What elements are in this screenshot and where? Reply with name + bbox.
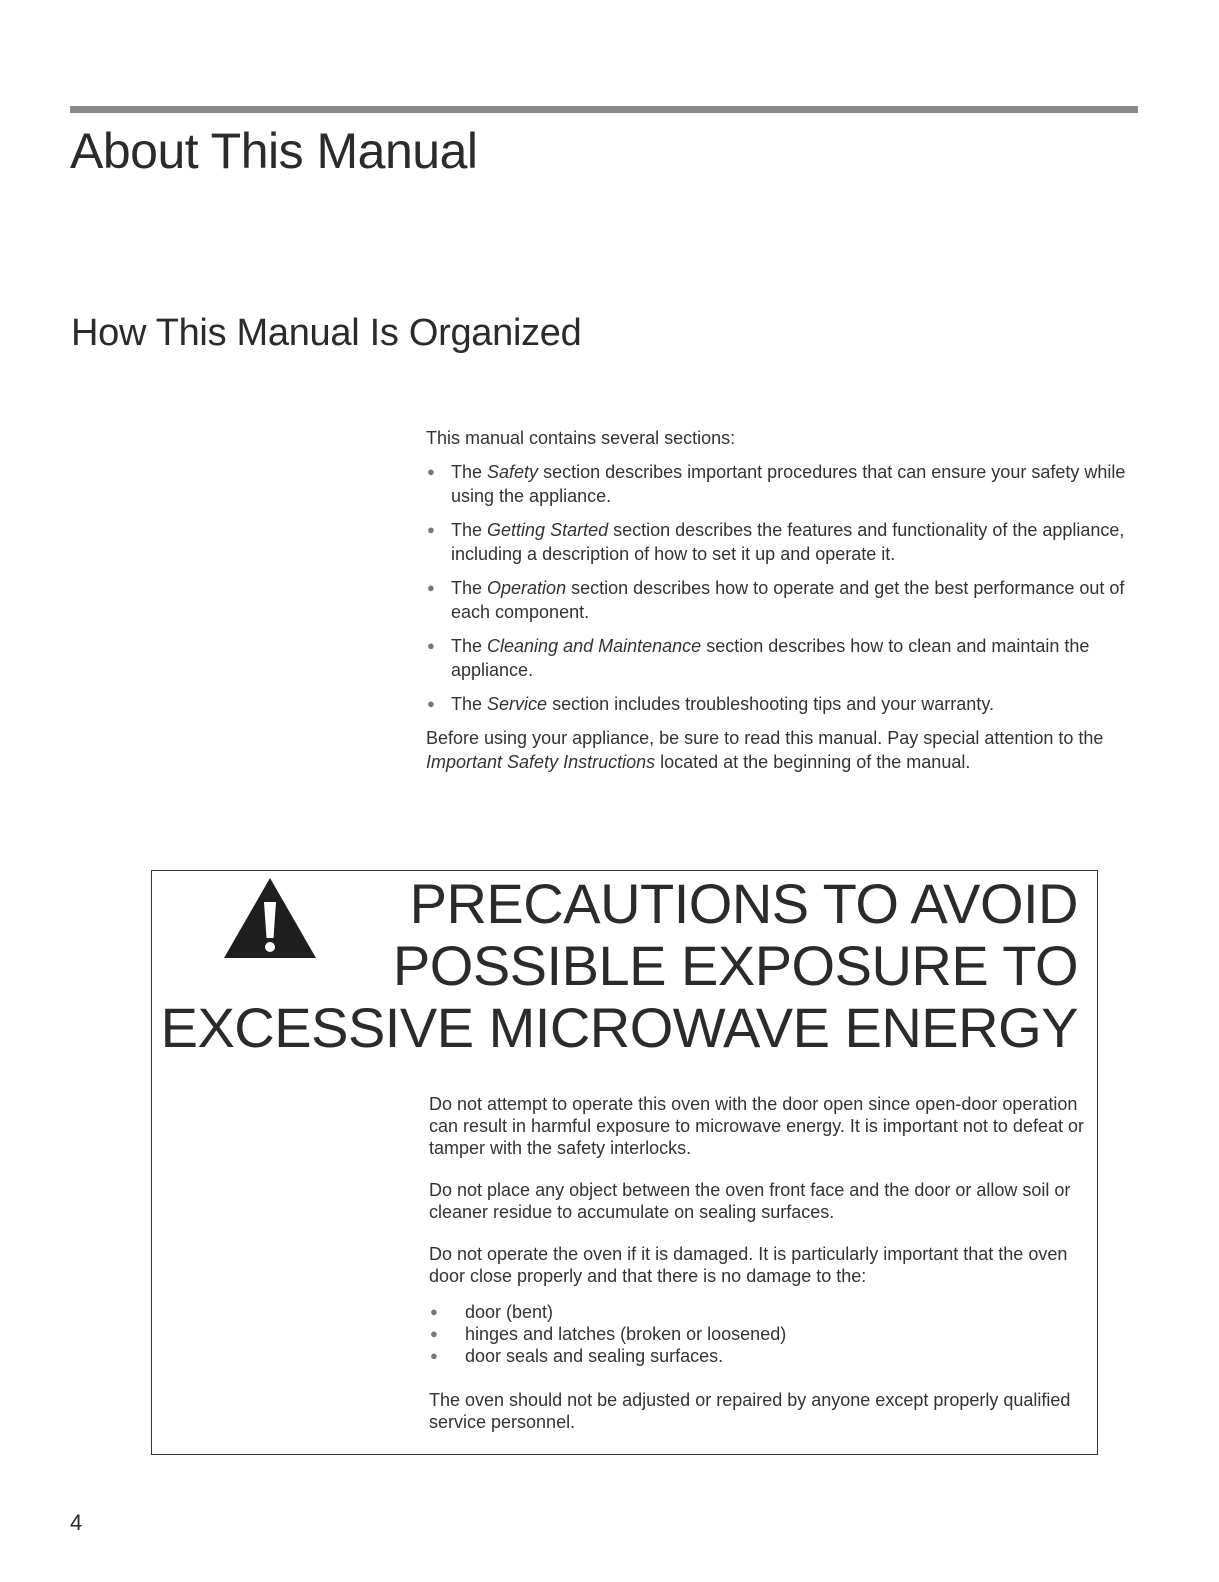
page-number: 4 bbox=[70, 1510, 83, 1535]
intro-text: This manual contains several sections: bbox=[426, 428, 736, 448]
list-item: ● door (bent) bbox=[430, 1302, 554, 1322]
list-item: ● door seals and sealing surfaces. bbox=[430, 1346, 724, 1366]
bullet-icon: ● bbox=[430, 1304, 438, 1319]
bullet-icon: ● bbox=[427, 464, 435, 479]
list-item: ● The Operation section describes how to operate and get the best performance out of each component. bbox=[427, 578, 1125, 622]
warning-box bbox=[151, 870, 1098, 1455]
warning-body bbox=[429, 1093, 1089, 1453]
warning-heading-line: POSSIBLE EXPOSURE TO bbox=[392, 934, 1078, 997]
warning-paragraph: Do not place any object between the oven front face and the door or allow soil or cleaner residue to accumulate on sealing surfaces. bbox=[429, 1180, 1071, 1222]
bullet-icon: ● bbox=[427, 638, 435, 653]
page-title: About This Manual bbox=[70, 123, 478, 179]
list-item: ● The Safety section describes important procedures that can ensure your safety while using the appliance. bbox=[427, 462, 1126, 506]
warning-paragraph: Do not attempt to operate this oven with the door open since open-door operation can result in harmful exposure to microwave energy. It is important not to defeat or tamper with the safety interlocks. bbox=[429, 1094, 1084, 1158]
sections-list bbox=[426, 460, 1146, 716]
bullet-icon: ● bbox=[427, 696, 435, 711]
list-item: ● The Cleaning and Maintenance section describes how to clean and maintain the appliance. bbox=[427, 636, 1090, 680]
section-name: Service bbox=[487, 694, 548, 714]
warning-heading-line: EXCESSIVE MICROWAVE ENERGY bbox=[160, 996, 1078, 1059]
organization-content bbox=[426, 426, 1146, 774]
warning-heading-line: PRECAUTIONS TO AVOID bbox=[409, 872, 1078, 935]
bullet-icon: ● bbox=[430, 1326, 438, 1341]
section-name: Cleaning and Maintenance bbox=[487, 636, 702, 656]
damage-list bbox=[429, 1301, 1089, 1367]
warning-heading bbox=[161, 873, 1078, 1059]
bullet-icon: ● bbox=[427, 580, 435, 595]
list-item: ● The Getting Started section describes the features and functionality of the appliance, including a description of how to set it up and operate it. bbox=[427, 520, 1125, 564]
warning-paragraph: The oven should not be adjusted or repaired by anyone except properly qualified service personnel. bbox=[429, 1390, 1071, 1432]
bullet-icon: ● bbox=[430, 1348, 438, 1363]
list-item: ● The Service section includes troubleshooting tips and your warranty. bbox=[427, 694, 994, 714]
warning-paragraph: Do not operate the oven if it is damaged. It is particularly important that the oven door close properly and that there is no damage to the: bbox=[429, 1244, 1068, 1286]
closing-text: Before using your appliance, be sure to read this manual. Pay special attention to the Important Safety Instructions located at the beginning of the manual. bbox=[426, 728, 1104, 772]
bullet-icon: ● bbox=[427, 522, 435, 537]
section-title: How This Manual Is Organized bbox=[71, 312, 582, 354]
section-name: Getting Started bbox=[487, 520, 609, 540]
section-name: Operation bbox=[487, 578, 567, 598]
list-item: ● hinges and latches (broken or loosened) bbox=[430, 1324, 787, 1344]
top-rule bbox=[70, 106, 1138, 113]
section-name: Safety bbox=[487, 462, 539, 482]
